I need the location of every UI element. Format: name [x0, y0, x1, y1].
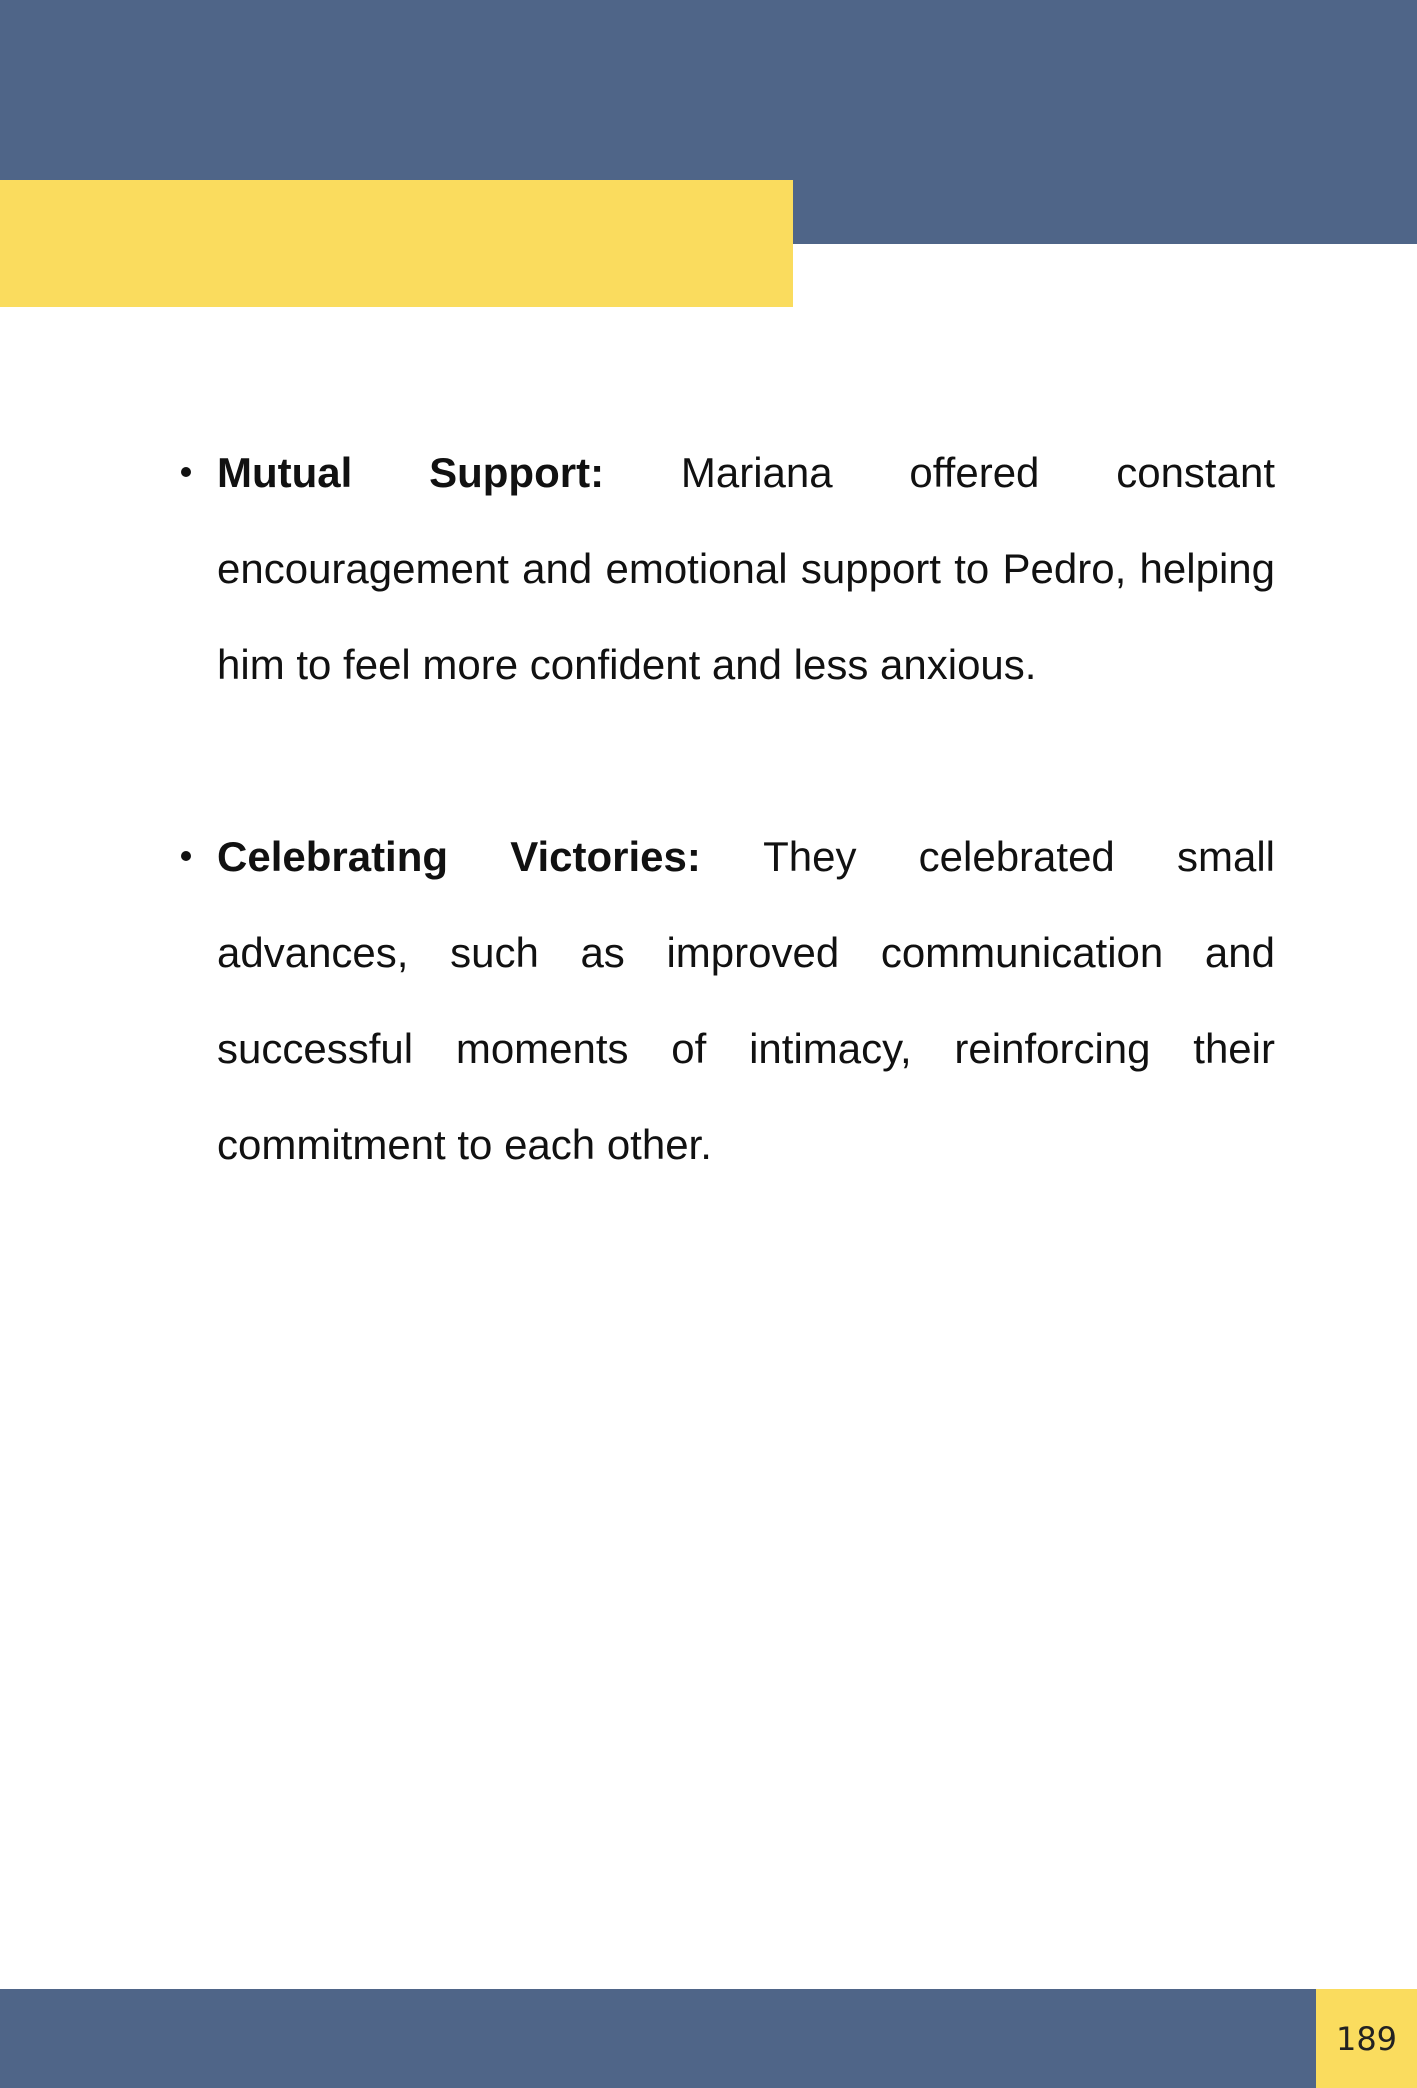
bullet-dot-icon: [181, 851, 191, 861]
page-content: [175, 425, 1275, 1289]
bullet-text: They celebrated small advances, such as improved communication and successful moments of intimacy, reinforcing their commitment to each other.: [217, 833, 1275, 1168]
header-yellow-band: [0, 180, 793, 307]
bullet-item-celebrating-victories: [175, 809, 1275, 1193]
bullet-text: Mariana offered constant encouragement and emotional support to Pedro, helping him to feel more confident and less anxious.: [217, 449, 1275, 688]
bullet-list: [175, 425, 1275, 1193]
bullet-term: Mutual Support:: [217, 449, 681, 496]
footer-page-box: [1316, 1989, 1417, 2088]
page-number: 189: [1335, 2019, 1398, 2058]
bullet-dot-icon: [181, 467, 191, 477]
bullet-item-mutual-support: [175, 425, 1275, 713]
footer-blue-band: [0, 1989, 1316, 2088]
bullet-term: Celebrating Victories:: [217, 833, 764, 880]
